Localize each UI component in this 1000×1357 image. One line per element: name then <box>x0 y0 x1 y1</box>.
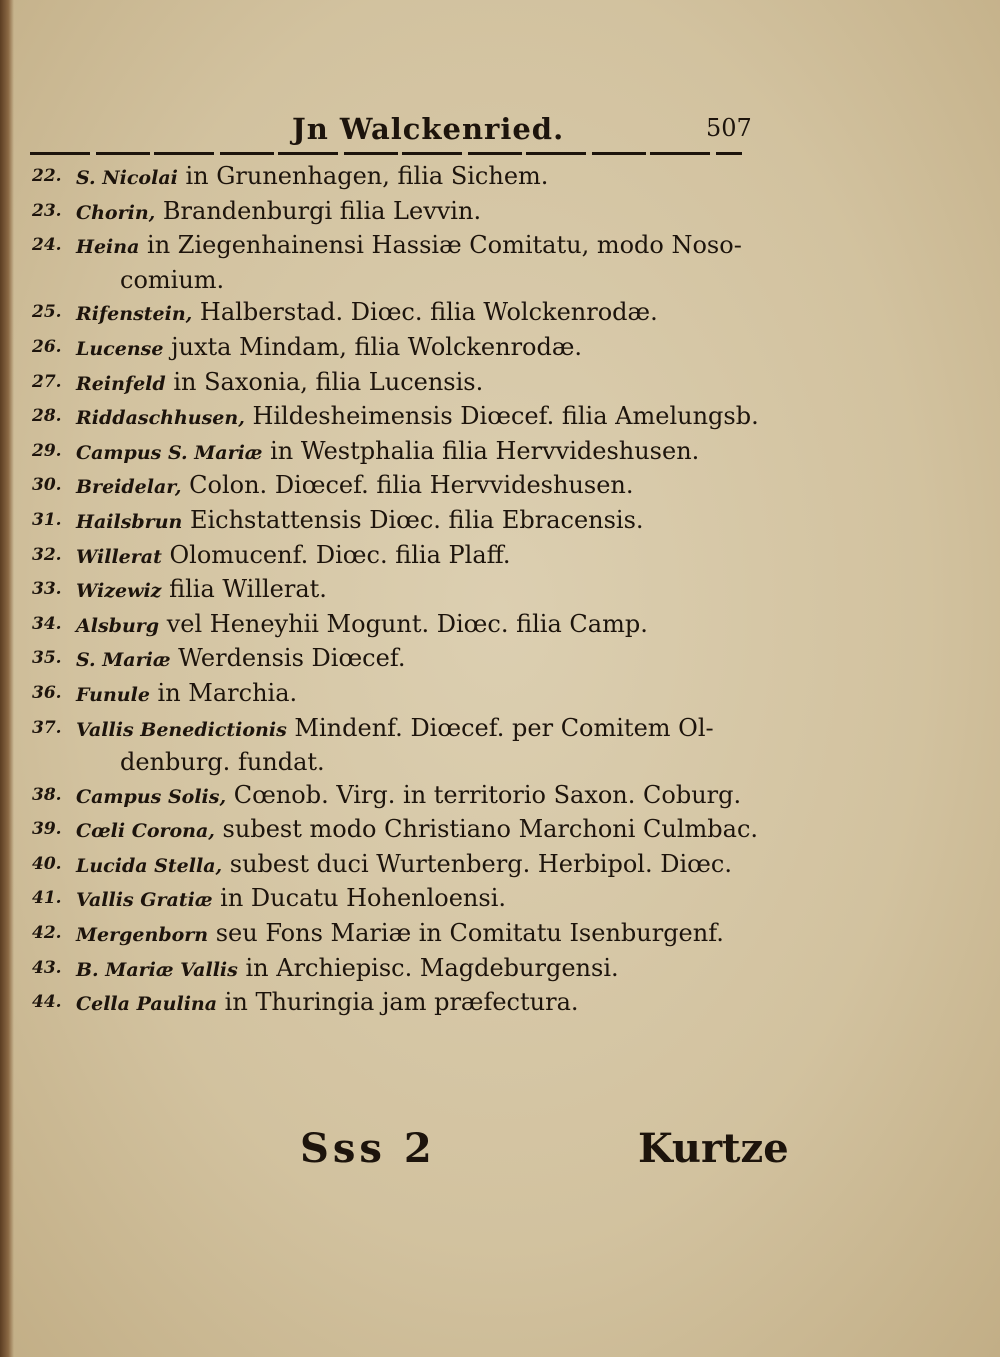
monastery-list <box>30 160 760 1021</box>
entry-line <box>76 333 582 361</box>
entry-continuation: denburg. fundat. <box>120 748 325 777</box>
entry-text: in Ducatu Hohenloensi. <box>212 884 507 913</box>
entry-text: Werdensis Diœcef. <box>170 644 406 673</box>
list-item <box>30 642 760 677</box>
monastery-name: Campus Solis, <box>76 785 227 808</box>
monastery-name: Riddaschhusen, <box>76 407 245 430</box>
entry-line <box>76 679 297 707</box>
running-head: Jn Walckenried. <box>292 112 565 146</box>
entry-line <box>76 575 327 603</box>
monastery-name: Breidelar, <box>76 476 182 499</box>
entry-line <box>76 437 699 465</box>
entry-number: 29. <box>32 440 62 461</box>
monastery-name: Mergenborn <box>76 924 209 947</box>
monastery-name: Vallis Gratiæ <box>76 889 213 912</box>
entry-number: 40. <box>32 853 62 874</box>
entry-text: Brandenburgi filia Levvin. <box>155 196 482 225</box>
entry-text: Olomucenf. Diœc. filia Plaff. <box>161 540 511 569</box>
entry-text: filia Willerat. <box>161 575 327 604</box>
entry-line <box>76 850 732 878</box>
list-item <box>30 400 760 435</box>
list-item <box>30 504 760 539</box>
list-item <box>30 469 760 504</box>
entry-number: 24. <box>32 235 62 256</box>
entry-text: subest duci Wurtenberg. Herbipol. Diœc. <box>222 849 732 878</box>
entry-text: in Saxonia, filia Lucensis. <box>165 367 484 396</box>
list-item <box>30 848 760 883</box>
entry-text: in Grunenhagen, filia Sichem. <box>177 162 549 190</box>
entry-line <box>76 197 481 225</box>
entry-number: 27. <box>32 371 62 392</box>
list-item <box>30 952 760 987</box>
page-binding-edge <box>0 0 14 1357</box>
entry-number: 36. <box>32 682 62 703</box>
list-item <box>30 331 760 366</box>
entry-text: Cœnob. Virg. in territorio Saxon. Coburg. <box>226 780 742 809</box>
list-item <box>30 195 760 230</box>
entry-text: in Westphalia filia Hervvideshusen. <box>262 436 700 465</box>
entry-line <box>76 298 658 326</box>
list-item <box>30 917 760 952</box>
monastery-name: Funule <box>76 683 150 706</box>
entry-line <box>76 919 724 947</box>
entry-number: 43. <box>32 957 62 978</box>
signature-mark: Sss 2 <box>300 1125 436 1172</box>
entry-text: vel Heneyhii Mogunt. Diœc. filia Camp. <box>159 609 648 638</box>
entry-line <box>76 541 510 569</box>
list-item <box>30 160 760 195</box>
entry-line <box>76 368 483 396</box>
entry-number: 34. <box>32 613 62 634</box>
entry-line <box>76 988 579 1016</box>
monastery-name: S. Nicolai <box>76 167 178 189</box>
entry-text: Eichstattensis Diœc. filia Ebracensis. <box>182 505 644 534</box>
entry-text: in Archiepisc. Magdeburgensi. <box>237 953 619 982</box>
list-item <box>30 573 760 608</box>
monastery-name: Vallis Benedictionis <box>76 718 287 741</box>
list-item <box>30 882 760 917</box>
entry-text: in Marchia. <box>149 678 298 707</box>
monastery-name: Cœli Corona, <box>76 820 215 843</box>
entry-number: 44. <box>32 992 62 1013</box>
monastery-name: Cella Paulina <box>76 993 218 1016</box>
entry-continuation: comium. <box>120 265 225 294</box>
entry-line <box>76 402 759 430</box>
list-item <box>30 229 760 296</box>
list-item <box>30 435 760 470</box>
entry-number: 30. <box>32 475 62 496</box>
list-item <box>30 366 760 401</box>
page-header <box>30 110 750 156</box>
entry-text: Hildesheimensis Diœcef. filia Amelungsb. <box>244 402 759 431</box>
monastery-name: Alsburg <box>76 614 160 637</box>
monastery-name: Lucense <box>76 337 164 360</box>
entry-text: Mindenf. Diœcef. per Comitem Ol- <box>286 713 714 742</box>
entry-number: 37. <box>32 717 62 738</box>
monastery-name: Hailsbrun <box>76 510 183 533</box>
entry-number: 26. <box>32 336 62 357</box>
monastery-name: Wizewiz <box>76 580 162 603</box>
entry-line <box>76 231 742 259</box>
list-item <box>30 296 760 331</box>
monastery-name: Campus S. Mariæ <box>76 441 263 464</box>
entry-text: Halberstad. Diœc. filia Wolckenrodæ. <box>192 298 658 327</box>
list-item <box>30 608 760 643</box>
monastery-name: Heina <box>76 236 140 259</box>
monastery-name: Willerat <box>76 545 162 568</box>
monastery-name: Chorin, <box>76 201 156 224</box>
monastery-name: B. Mariæ Vallis <box>76 958 238 981</box>
entry-number: 28. <box>32 406 62 427</box>
monastery-name: Rifenstein, <box>76 303 193 326</box>
monastery-name: Lucida Stella, <box>76 854 223 877</box>
list-item <box>30 986 760 1021</box>
list-item <box>30 813 760 848</box>
page-number: 507 <box>706 114 752 142</box>
monastery-name: Reinfeld <box>76 372 166 395</box>
entry-text: juxta Mindam, filia Wolckenrodæ. <box>163 332 583 361</box>
entry-text: in Ziegenhainensi Hassiæ Comitatu, modo Noso- <box>139 231 742 260</box>
entry-number: 35. <box>32 648 62 669</box>
entry-text: subest modo Christiano Marchoni Culmbac. <box>214 815 759 844</box>
entry-line <box>76 884 506 912</box>
entry-text: seu Fons Mariæ in Comitatu Isenburgenf. <box>208 919 724 948</box>
entry-line <box>76 714 714 742</box>
entry-number: 25. <box>32 302 62 323</box>
page-footer <box>300 1125 789 1185</box>
list-item <box>30 539 760 574</box>
entry-line <box>76 815 758 843</box>
entry-number: 39. <box>32 819 62 840</box>
entry-number: 23. <box>32 200 62 221</box>
header-rule <box>30 152 742 155</box>
entry-number: 33. <box>32 579 62 600</box>
list-item <box>30 712 760 779</box>
entry-line <box>76 162 548 190</box>
list-item <box>30 779 760 814</box>
list-item <box>30 677 760 712</box>
entry-line <box>76 610 648 638</box>
entry-line <box>76 954 619 982</box>
entry-line <box>76 506 644 534</box>
entry-number: 31. <box>32 509 62 530</box>
entry-line <box>76 471 634 499</box>
catchword: Kurtze <box>638 1125 789 1172</box>
entry-number: 42. <box>32 923 62 944</box>
entry-number: 38. <box>32 784 62 805</box>
entry-text: Colon. Diœcef. filia Hervvideshusen. <box>181 471 634 500</box>
entry-number: 22. <box>32 166 62 186</box>
entry-number: 32. <box>32 544 62 565</box>
entry-line <box>76 644 405 672</box>
entry-line <box>76 781 741 809</box>
entry-number: 41. <box>32 888 62 909</box>
monastery-name: S. Mariæ <box>76 649 171 672</box>
entry-text: in Thuringia jam præfectura. <box>217 988 579 1017</box>
